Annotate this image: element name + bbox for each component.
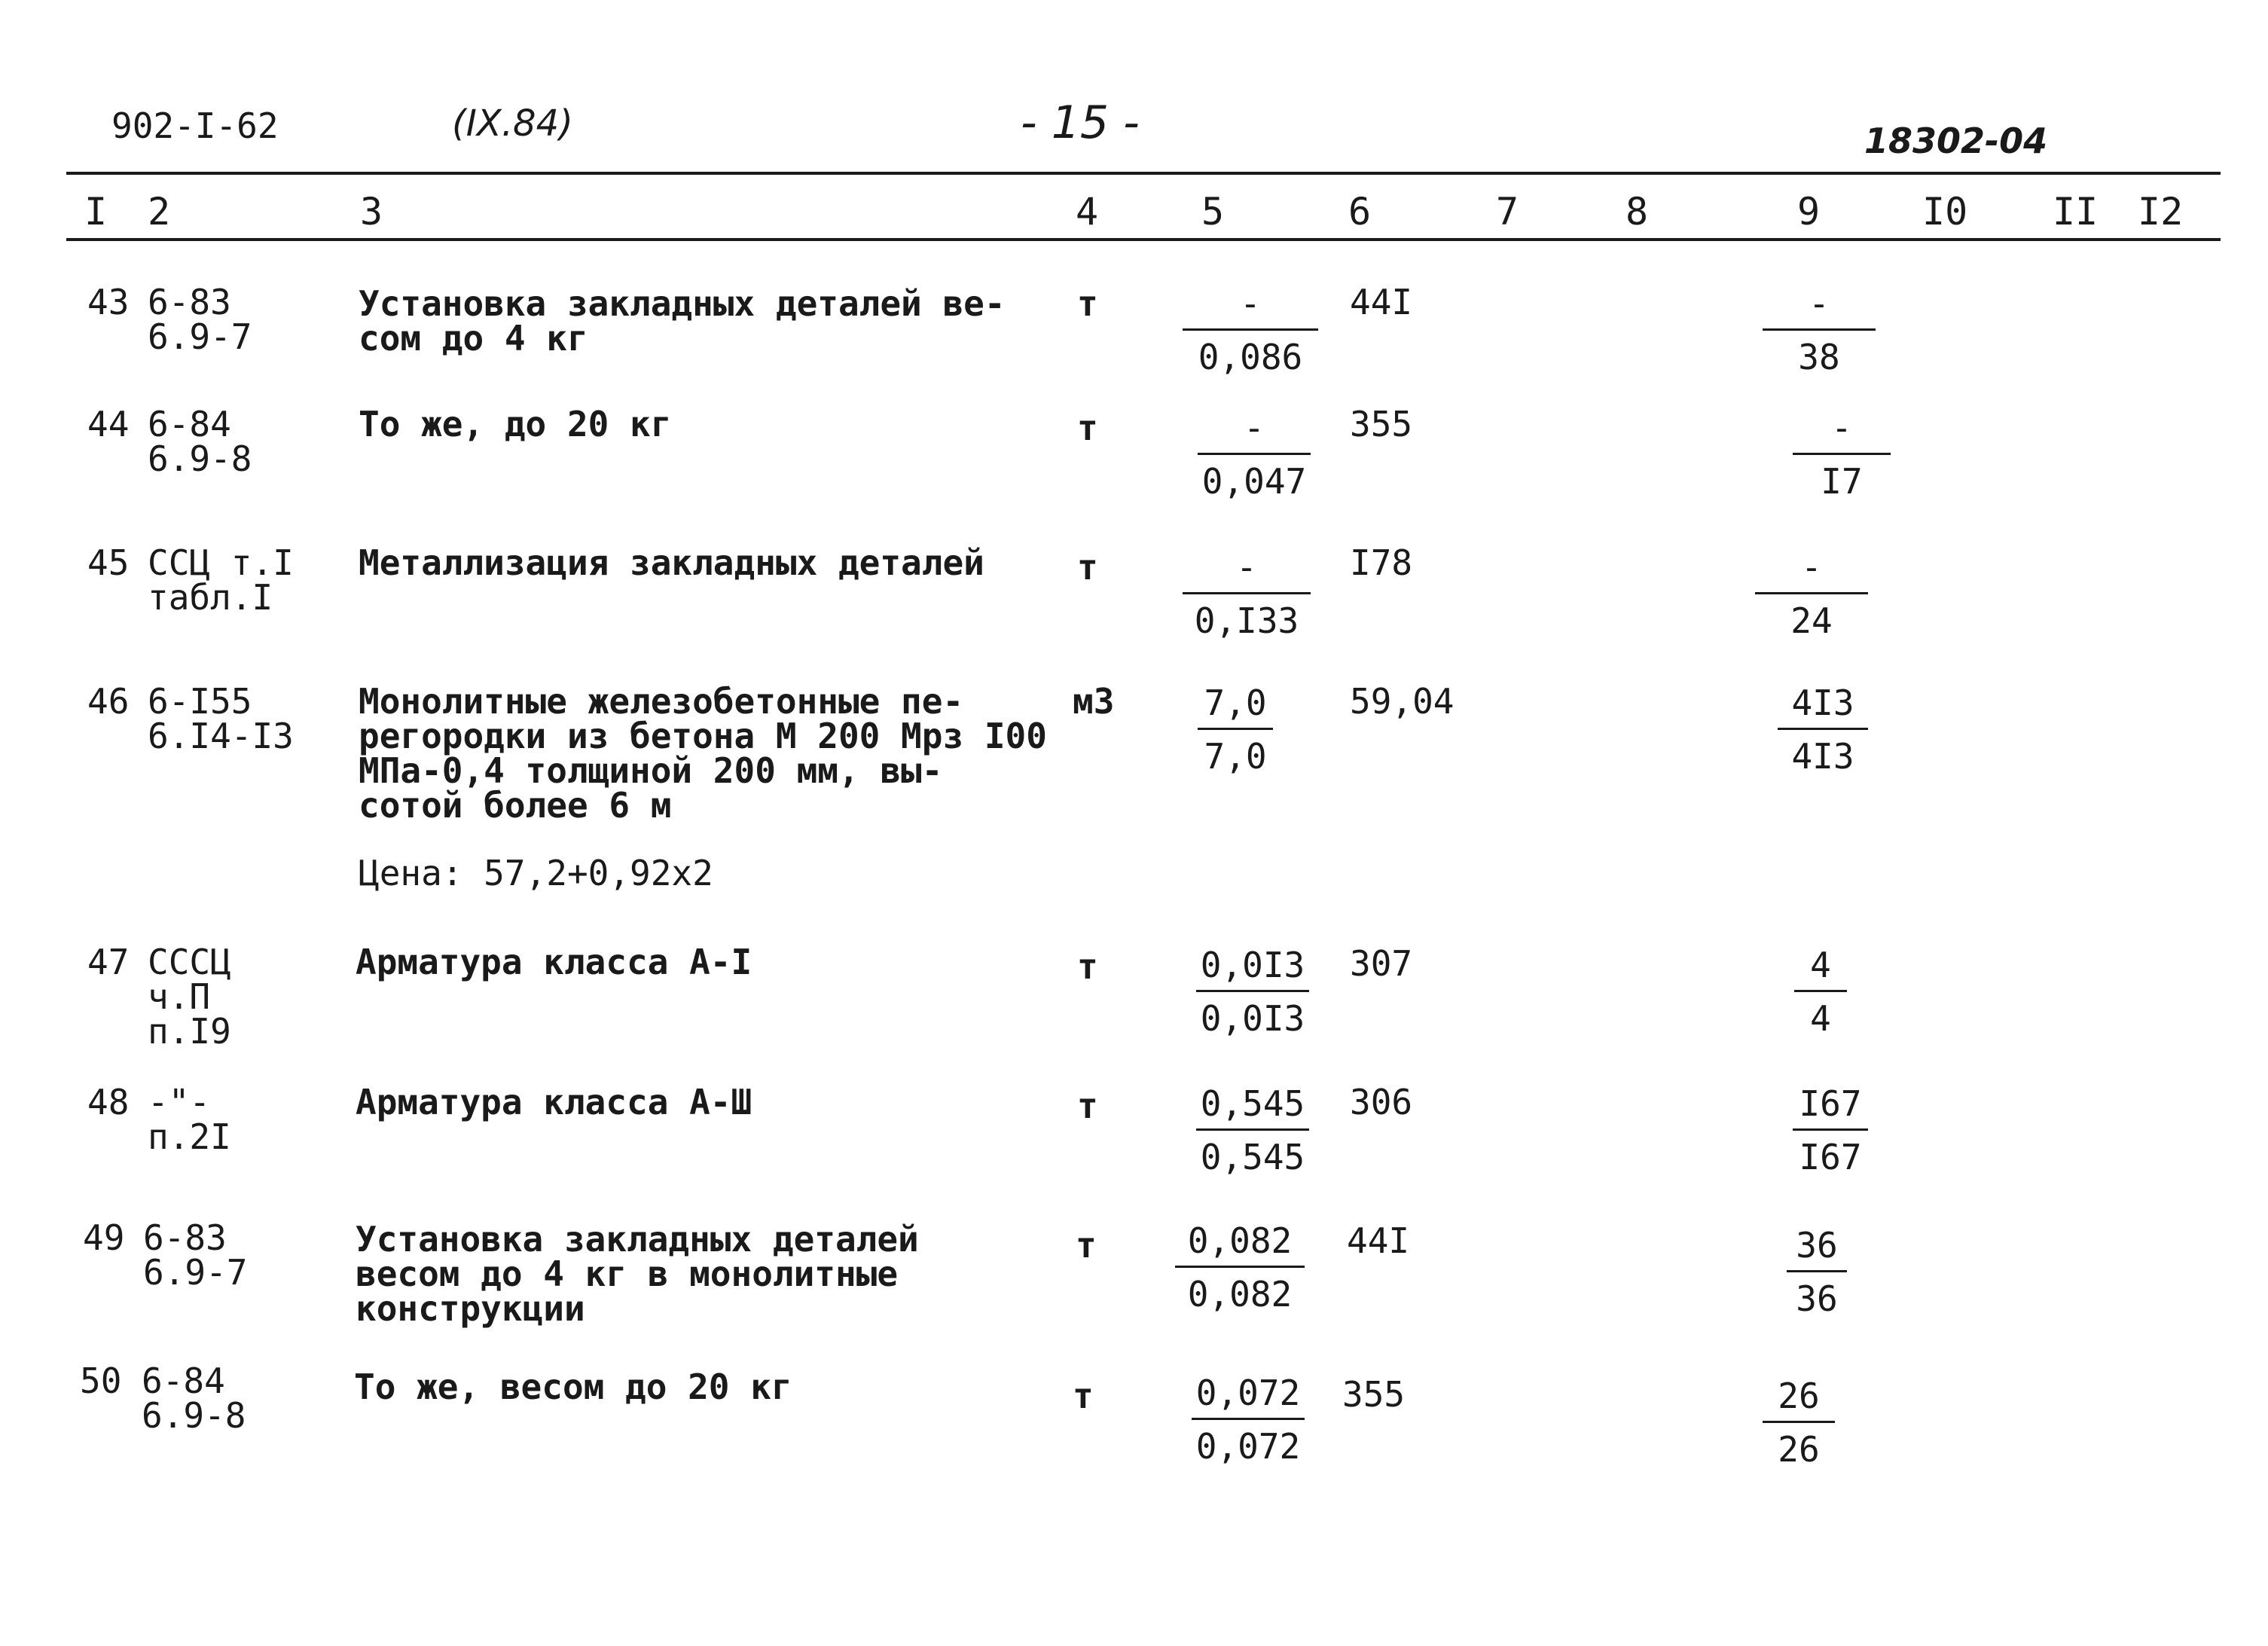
cost-bottom: I7 xyxy=(1821,461,1863,502)
column-header: 3 xyxy=(360,190,383,234)
cost-bottom: 26 xyxy=(1778,1429,1820,1470)
unit-price: 44I xyxy=(1350,282,1413,322)
column-header: I2 xyxy=(2138,190,2184,234)
quantity-fraction xyxy=(1196,1083,1309,1177)
unit: т xyxy=(1073,1376,1094,1416)
column-header: 8 xyxy=(1625,190,1649,234)
column-header: 5 xyxy=(1201,190,1225,234)
page-number: - 15 - xyxy=(1021,96,1140,149)
price-note: Цена: 57,2+0,92x2 xyxy=(359,853,713,893)
quantity-top: - xyxy=(1198,411,1311,455)
work-description: Металлизация закладных деталей xyxy=(359,542,984,583)
unit: т xyxy=(1077,408,1098,448)
quantity-top: 0,0I3 xyxy=(1196,948,1309,992)
norm-code: 6-I55 xyxy=(148,681,252,722)
cost-top: 4I3 xyxy=(1778,686,1868,730)
cost-fraction xyxy=(1763,1376,1835,1470)
column-header: 4 xyxy=(1076,190,1099,234)
unit: т xyxy=(1077,283,1098,324)
norm-code-sub: ч.П xyxy=(148,976,211,1017)
cost-top: I67 xyxy=(1793,1086,1868,1131)
quantity-fraction xyxy=(1183,283,1318,377)
row-number: 49 xyxy=(83,1217,125,1258)
norm-code-sub: п.2I xyxy=(148,1116,231,1157)
cost-fraction xyxy=(1794,945,1847,1039)
cost-top: - xyxy=(1763,286,1876,331)
cost-fraction xyxy=(1793,1083,1868,1177)
quantity-top: 0,082 xyxy=(1175,1223,1305,1268)
quantity-fraction xyxy=(1175,1220,1305,1315)
column-header: 6 xyxy=(1348,190,1372,234)
work-description: То же, до 20 кг xyxy=(359,404,672,444)
quantity-bottom: 0,082 xyxy=(1187,1274,1293,1315)
work-description: Арматура класса А-I xyxy=(356,942,752,982)
row-number: 48 xyxy=(87,1082,130,1122)
column-header: 9 xyxy=(1797,190,1821,234)
document-code: 902-I-62 xyxy=(111,105,279,146)
unit-price: 355 xyxy=(1342,1374,1406,1415)
norm-code: 6-83 xyxy=(143,1217,227,1258)
quantity-bottom: 7,0 xyxy=(1204,736,1267,777)
norm-code: 6-83 xyxy=(148,282,231,322)
norm-code: ССЦ т.I xyxy=(148,542,294,583)
norm-code-sub: 6.I4-I3 xyxy=(148,716,294,756)
cost-top: 4 xyxy=(1794,948,1847,992)
unit-price: I78 xyxy=(1350,542,1413,583)
header-top-rule xyxy=(66,172,2221,175)
column-header: 2 xyxy=(148,190,171,234)
work-description: То же, весом до 20 кг xyxy=(354,1367,792,1407)
cost-bottom: 38 xyxy=(1798,337,1840,377)
unit: т xyxy=(1077,1086,1098,1126)
column-header: II xyxy=(2053,190,2099,234)
row-number: 43 xyxy=(87,282,130,322)
norm-code: 6-84 xyxy=(142,1360,225,1401)
cost-top: - xyxy=(1793,411,1891,455)
cost-bottom: 36 xyxy=(1796,1278,1838,1319)
cost-top: 26 xyxy=(1763,1379,1835,1423)
quantity-bottom: 0,047 xyxy=(1201,461,1307,502)
unit-price: 307 xyxy=(1350,943,1413,984)
archive-number: 18302-04 xyxy=(1864,121,2048,161)
cost-fraction xyxy=(1787,1225,1847,1319)
norm-code: СССЦ xyxy=(148,942,231,982)
quantity-bottom: 0,086 xyxy=(1198,337,1303,377)
row-number: 44 xyxy=(87,404,130,444)
header-bottom-rule xyxy=(66,238,2221,241)
norm-code-sub: табл.I xyxy=(148,577,273,618)
quantity-bottom: 0,072 xyxy=(1195,1426,1301,1467)
quantity-fraction xyxy=(1198,408,1311,502)
cost-bottom: I67 xyxy=(1799,1137,1862,1177)
norm-code-sub: 6.9-8 xyxy=(142,1395,246,1436)
quantity-top: - xyxy=(1183,550,1311,594)
quantity-top: 0,545 xyxy=(1196,1086,1309,1131)
work-description: Монолитные железобетонные пе- регородки из бетона М 200 Мрз I00 МПа-0,4 толщиной 200 мм, вы- сотой более 6 м xyxy=(359,681,1047,826)
work-description: Установка закладных деталей ве- сом до 4 кг xyxy=(359,283,1006,359)
cost-fraction xyxy=(1778,683,1868,777)
norm-code: -"- xyxy=(148,1082,211,1122)
cost-fraction xyxy=(1793,408,1891,502)
norm-code: 6-84 xyxy=(148,404,231,444)
row-number: 50 xyxy=(80,1360,122,1401)
row-number: 45 xyxy=(87,542,130,583)
cost-bottom: 4I3 xyxy=(1791,736,1854,777)
cost-top: - xyxy=(1755,550,1868,594)
work-description: Арматура класса А-Ш xyxy=(356,1082,752,1122)
quantity-top: - xyxy=(1183,286,1318,331)
column-header: I xyxy=(84,190,108,234)
quantity-bottom: 0,0I3 xyxy=(1200,998,1305,1039)
cost-fraction xyxy=(1755,547,1868,641)
quantity-fraction xyxy=(1196,945,1309,1039)
quantity-fraction xyxy=(1183,547,1311,641)
cost-fraction xyxy=(1763,283,1876,377)
unit: м3 xyxy=(1073,681,1115,722)
unit: т xyxy=(1076,1225,1097,1266)
column-header: 7 xyxy=(1496,190,1519,234)
unit-price: 355 xyxy=(1350,404,1413,444)
column-header: I0 xyxy=(1922,190,1968,234)
cost-bottom: 4 xyxy=(1810,998,1831,1039)
unit-price: 44I xyxy=(1347,1220,1410,1261)
unit: т xyxy=(1077,547,1098,588)
work-description: Установка закладных деталей весом до 4 кг в монолитные конструкции xyxy=(356,1219,919,1329)
unit-price: 306 xyxy=(1350,1082,1413,1122)
cost-bottom: 24 xyxy=(1790,600,1833,641)
row-number: 47 xyxy=(87,942,130,982)
norm-code-sub: 6.9-7 xyxy=(148,316,252,357)
quantity-fraction xyxy=(1198,683,1273,777)
unit-price: 59,04 xyxy=(1350,681,1455,722)
quantity-top: 0,072 xyxy=(1192,1376,1305,1420)
quantity-bottom: 0,545 xyxy=(1200,1137,1305,1177)
quantity-bottom: 0,I33 xyxy=(1194,600,1299,641)
norm-code-sub: 6.9-7 xyxy=(143,1252,248,1293)
document-date: (IX.84) xyxy=(452,102,573,145)
row-number: 46 xyxy=(87,681,130,722)
norm-code-sub: 6.9-8 xyxy=(148,438,252,479)
cost-top: 36 xyxy=(1787,1228,1847,1272)
quantity-top: 7,0 xyxy=(1198,686,1273,730)
quantity-fraction xyxy=(1192,1373,1305,1467)
unit: т xyxy=(1077,946,1098,987)
norm-code-item: п.I9 xyxy=(148,1011,231,1052)
